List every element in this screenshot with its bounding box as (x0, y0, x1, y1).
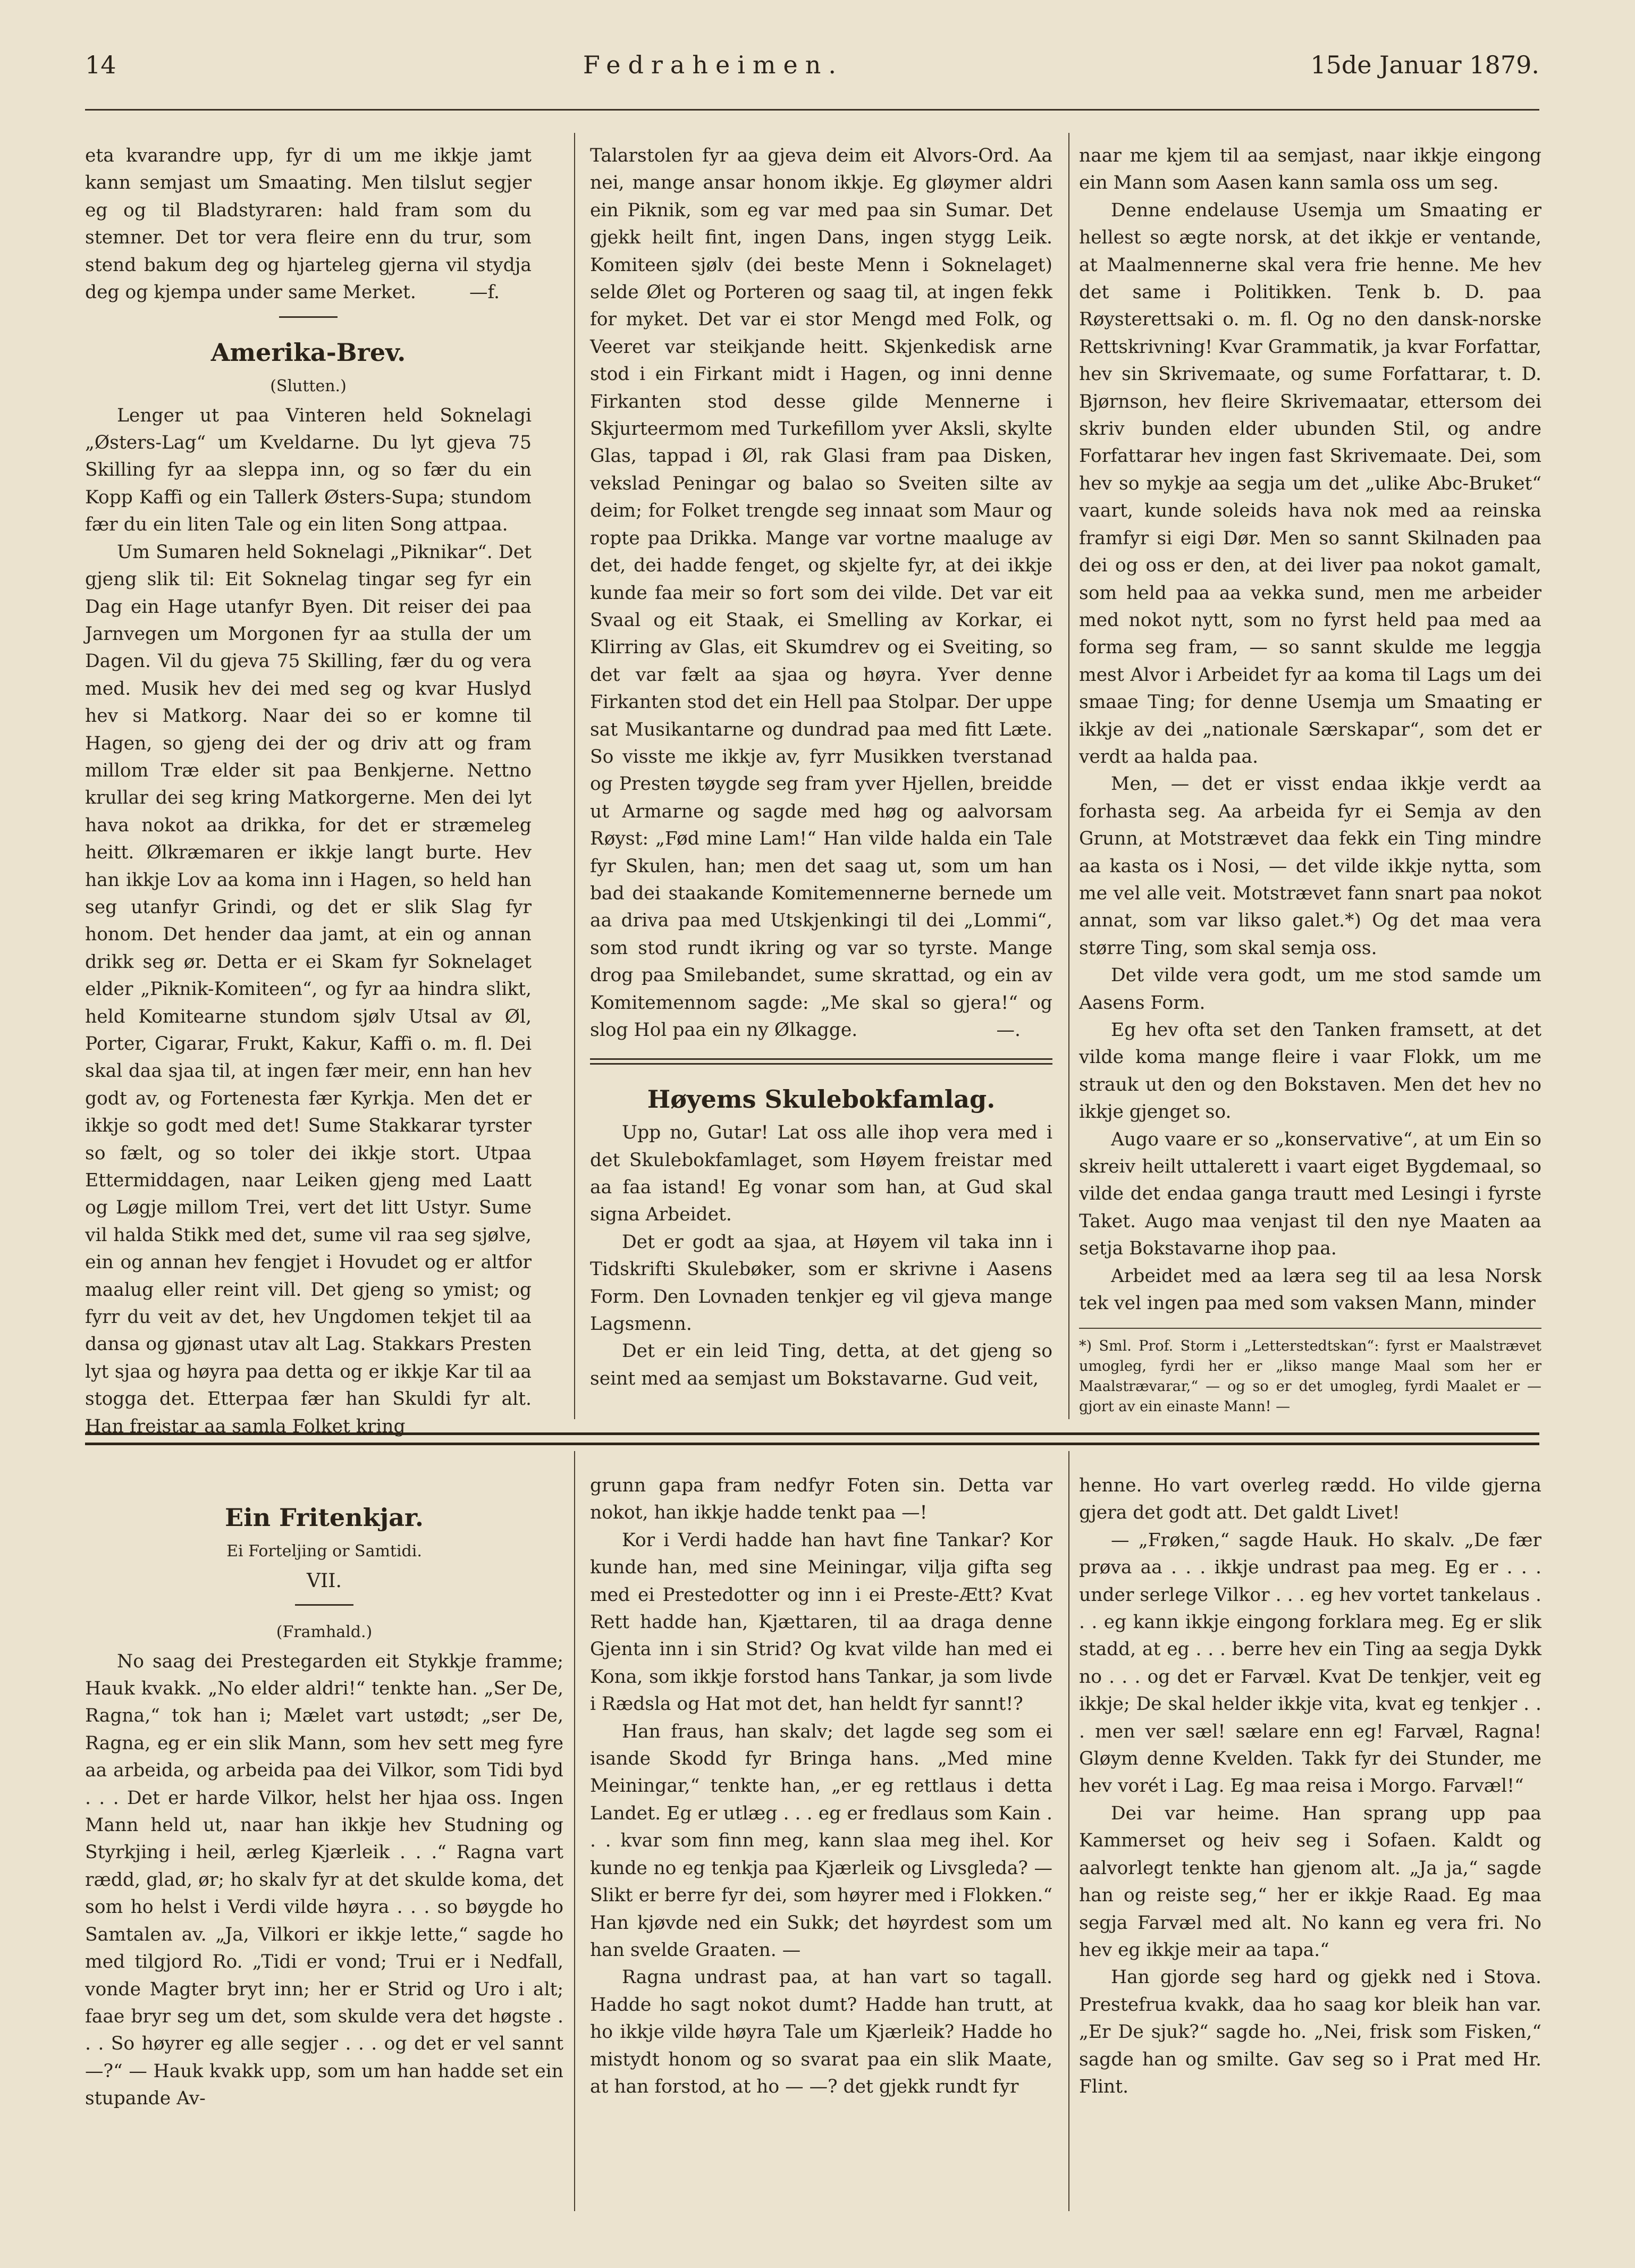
separator (295, 1604, 353, 1606)
newspaper-title: Fedraheimen. (583, 50, 844, 79)
bottom-column-1 (85, 1472, 563, 2113)
story-paragraph-7: — „Frøken,“ sagde Hauk. Ho skalv. „De fær prøva aa . . . ikkje undrast paa meg. Eg er . . . under serlege Vilkor . . . eg hev vortet tankelaus . . . eg kann ikkje eingong forklara meg. Eg er slik stadd, at eg . . . berre hev ein Ting aa segja Dykk no . . . og det er Farvæl. Kvat De tenkjer, veit eg ikkje; De skal helder ikkje vita, kvat eg tenkjer . . . men ver sæl! sælare enn eg! Farvæl, Ragna! Gløym denne Kvelden. Takk fyr dei Stunder, me hev vorét i Lag. Eg maa reisa i Morgo. Farvæl!“ (1079, 1529, 1541, 1797)
story-paragraph-5: Ragna undrast paa, at han vart so tagall. Hadde ho sagt nokot dumt? Hadde han trutt, at ho ikkje vilde høyra Tale um Kjærleik? Hadde ho mistydt honom og so svarat paa ein slik Maate, at han forstod, at ho — —? det gjekk rundt fyr (590, 1967, 1052, 2097)
amerika-paragraph-3: Talarstolen fyr aa gjeva deim eit Alvors-Ord. Aa nei, mange ansar honom ikkje. Eg gløymer aldri ein Piknik, som eg var med paa sin Sumar. Det gjekk heilt fint, ingen Dans, ingen stygg Leik. Komiteen sjølv (dei beste Menn i Soknelaget) selde Ølet og Porteren og saag til, at ingen fekk for myket. Det var ei stor Mengd med Folk, og Veeret var steikjande heitt. Skjenkedisk arne stod i ein Firkant midt i Hagen, og inni denne Firkanten stod desse gilde Mennerne i Skjurteermom med Turkefillom yver Aksli, skylte Glas, tappad i Øl, rak Glasi fram paa Disken, vekslad Peningar og balao so Sveiten silte av deim; for Folket trengde seg innaat som Maur og ropte paa Drikka. Mange var vortne maaluge av det, dei hadde fenget, og skjelte fyr, at dei ikkje kunde faa meir so fort som dei vilde. Det var eit Svaal og eit Staak, ei Smelling av Korkar, ei Klirring av Glas, eit Skumdrev og ei Sveiting, so det var fælt aa sjaa og høyra. Yver denne Firkanten stod det ein Hell paa Stolpar. Der uppe sat Musikantarne og dundrad paa med fitt Læte. So visste me ikkje av, fyrr Musikken tverstanad og Presten tøygde seg fram yver Hjellen, breidde ut Armarne og sagde med høg og aalvorsam Røyst: „Fød mine Lam!“ Han vilde halda ein Tale fyr Skulen, han; men det saag ut, som um han bad dei staakande Komitemennerne bernede um aa driva paa med Utskjenkingi til dei „Lommi“, som stod rundt ikring og var so tyrste. Mange drog paa Smilebandet, sume skrattad, og ein av Komitemennom sagde: „Me skal so gjera!“ og slog Hol paa ein ny Ølkagge. (590, 145, 1052, 1041)
continued-note: (Framhald.) (276, 1623, 373, 1642)
top-column-3 (1079, 142, 1541, 1417)
amerika-subtitle: (Slutten.) (270, 377, 347, 396)
header-rule (85, 109, 1539, 111)
col3-paragraph-7: Arbeidet med aa læra seg til aa lesa Norsk tek vel ingen paa med som vaksen Mann, minder (1079, 1265, 1541, 1314)
story-paragraph-9: Han gjorde seg hard og gjekk ned i Stova. Prestefrua kvakk, daa ho saag kor bleik han var. „Er De sjuk?“ sagde ho. „Nei, frisk som Fisken,“ sagde han og smilte. Gav seg so i Prat med Hr. Flint. (1079, 1967, 1541, 2097)
col3-paragraph-4: Det vilde vera godt, um me stod samde um Aasens Form. (1079, 965, 1541, 1014)
column-divider (1068, 1451, 1069, 2211)
column-divider (574, 1451, 575, 2211)
hoyem-paragraph-3: Det er ein leid Ting, detta, at det gjeng so seint med aa semjast um Bokstavarne. Gud veit, (590, 1340, 1052, 1389)
fritenkjar-subtitle: Ei Forteljing or Samtidi. (226, 1542, 422, 1561)
amerika-title: Amerika-Brev. (210, 338, 406, 367)
intro-paragraph: eta kvarandre upp, fyr di um me ikkje jamt kann semjast um Smaating. Men tilslut segjer eg og til Bladstyraren: hald fram som du stemner. Det tor vera fleire enn du trur, som stend bakum deg og hjarteleg gjerna vil stydja deg og kjempa under same Merket. (85, 145, 532, 303)
separator (590, 1058, 1052, 1065)
col3-paragraph-5: Eg hev ofta set den Tanken framsett, at det vilde koma mange fleire i vaar Flokk, um me strauk ut den og den Bokstaven. Men det hev no ikkje gjenget so. (1079, 1019, 1541, 1123)
page-number: 14 (85, 50, 116, 79)
story-paragraph-2: grunn gapa fram nedfyr Foten sin. Detta var nokot, han ikkje hadde tenkt paa —! (590, 1475, 1052, 1524)
story-paragraph-4: Han fraus, han skalv; det lagde seg som ei isande Skodd fyr Bringa hans. „Med mine Meiningar,“ tenkte han, „er eg rettlaus i detta Landet. Eg er utlæg . . . eg er fredlaus som Kain . . . kvar som finn meg, kann slaa meg ihel. Kor kunde no eg tenkja paa Kjærleik og Livsgleda? — Slikt er berre fyr dei, som høyrer med i Flokken.“ Han kjøvde ned ein Sukk; det høyrdest som um han svelde Graaten. — (590, 1721, 1052, 1961)
issue-date: 15de Januar 1879. (1310, 50, 1539, 79)
fritenkjar-title: Ein Fritenkjar. (225, 1503, 424, 1532)
hoyem-paragraph-2: Det er godt aa sjaa, at Høyem vil taka inn i Tidskrifti Skulebøker, som er skrivne i Aasens Form. Den Lovnaden tenkjer eg vil gjeva mange Lagsmenn. (590, 1231, 1052, 1335)
col3-paragraph-3: Men, — det er visst endaa ikkje verdt aa forhasta seg. Aa arbeida fyr ei Semja av den Grunn, at Motstrævet daa fekk ein Ting mindre aa kasta os i Nosi, — det vilde ikkje nytta, som me vel alle veit. Motstrævet fann snart paa nokot annat, som var likso galet.*) Og det maa vera større Ting, som skal semja oss. (1079, 773, 1541, 959)
hoyem-title: Høyems Skulebokfamlag. (647, 1084, 996, 1114)
page-header (85, 49, 1539, 81)
column-divider (1068, 133, 1069, 1419)
amerika-paragraph-2: Um Sumaren held Soknelagi „Piknikar“. Det gjeng slik til: Eit Soknelag tingar seg fyr ein Dag ein Hage utanfyr Byen. Dit reiser dei paa Jarnvegen um Morgonen fyr aa stulla der um Dagen. Vil du gjeva 75 Skilling, fær du og vera med. Musik hev dei med seg og kvar Huslyd hev si Matkorg. Naar dei so er komne til Hagen, so gjeng dei der og driv att og fram millom Træ elder sit paa Benkjerne. Nettno krullar dei seg kring Matkorgerne. Men dei lyt hava nokot aa drikka, for det er stræmeleg heitt. Ølkræmaren er ikkje langt burte. Hev han ikkje Lov aa koma inn i Hagen, so held han seg utanfyr Grindi, og det er slik Slag fyr honom. Det hender daa jamt, at ein og annan drikk seg ør. Detta er ei Skam fyr Soknelaget elder „Piknik-Komiteen“, og fyr aa hindra slikt, held Komitearne stundom sjølv Utsal av Øl, Porter, Cigarar, Frukt, Kakur, Kaffi o. m. fl. Dei skal daa sjaa til, at ingen fær meir, enn han hev godt av, og Fortenesta fær Kyrkja. Men det er ikkje so godt med det! Sume Stakkarar tyrster so fælt, og so toler dei ikkje stort. Utpaa Ettermiddagen, naar Leiken gjeng med Laatt og Løgje millom Trei, vert det litt Ustyr. Sume vil halda Stikk med det, sume vil raa seg sjølve, ein og annan hev fengjet i Hovudet og er altfor maalug eller reint vill. Det gjeng so ymist; og fyrr du veit av det, hev Ungdomen tekjet til aa dansa og gjønast utav alt Lag. Stakkars Presten lyt sjaa og høyra paa detta og er ikkje Kar til aa stogga det. Etterpaa fær han Skuldi fyr alt. Han freistar aa samla Folket kring (85, 541, 532, 1437)
col3-paragraph-1: naar me kjem til aa semjast, naar ikkje eingong ein Mann som Aasen kann samla oss um seg. (1079, 145, 1541, 194)
top-column-1 (85, 142, 532, 1440)
story-paragraph-6: henne. Ho vart overleg rædd. Ho vilde gjerna gjera det godt att. Det galdt Livet! (1079, 1475, 1541, 1524)
chapter-number: VII. (307, 1570, 342, 1592)
col3-paragraph-2: Denne endelause Usemja um Smaating er hellest so ægte norsk, at det ikkje er ventande, at Maalmennerne skal vera frie henne. Me hev det same i Politikken. Tenk b. D. paa Røysterettsaki o. m. fl. Og no den dansk-norske Rettskrivning! Kvar Grammatik, ja kvar Forfattar, hev sin Skrivemaate, og sume Forfattarar, t. D. Bjørnson, hev fleire Skrivemaatar, ettersom dei skriv bunden elder ubunden Stil, og andre Forfattarar hev ingen fast Skrivemaate. Dei, som hev so mykje aa segja um det „ulike Abc-Bruket“ vaart, kunde soleids hava nok med aa reinska framfyr si eigi Dør. Men so sannt Skilnaden paa dei og oss er den, at dei liver paa nokot gamalt, som held paa aa vekka sund, men me arbeider med nokot nytt, som no fyrst held paa med aa forma seg fram, — so sannt skulde me leggja mest Alvor i Arbeidet fyr aa koma til Lags um dei smaae Ting; for denne Usemja um Smaating er ikkje av dei „nationale Særskapar“, som det er verdt aa halda paa. (1079, 199, 1541, 768)
amerika-paragraph-1: Lenger ut paa Vinteren held Soknelagi „Østers-Lag“ um Kveldarne. Du lyt gjeva 75 Skilling fyr aa sleppa inn, og so fær du ein Kopp Kaffi og ein Tallerk Østers-Supa; stundom fær du ein liten Tale og ein liten Song attpaa. (85, 404, 532, 536)
bottom-column-2 (590, 1472, 1052, 2101)
footnote: *) Sml. Prof. Storm i „Letterstedtskan“: fyrst er Maalstrævet umogleg, fyrdi her er „likso mange Maal som her er Maalstrævarar,“ — og so er det umogleg, fyrdi Maalet er — gjort av ein einaste Mann! — (1079, 1328, 1541, 1417)
amerika-signature: —. (996, 1019, 1021, 1041)
column-divider (574, 133, 575, 1419)
bottom-column-3 (1079, 1472, 1541, 2101)
intro-signature: —f. (469, 282, 500, 303)
top-column-2 (590, 142, 1052, 1393)
separator (279, 316, 338, 318)
story-paragraph-8: Dei var heime. Han sprang upp paa Kammerset og heiv seg i Sofaen. Kaldt og aalvorlegt tenkte han gjenom alt. „Ja ja,“ sagde han og reiste seg,“ her er ikkje Raad. Eg maa segja Farvæl med alt. No kann eg vera fri. No hev eg ikkje meir aa tapa.“ (1079, 1802, 1541, 1961)
fritenkjar-paragraph-1: No saag dei Prestegarden eit Stykkje framme; Hauk kvakk. „No elder aldri!“ tenkte han. „Ser De, Ragna,“ tok han i; Mælet vart ustødt; „ser De, Ragna, eg er ein slik Mann, som hev sett meg fyre aa arbeida, og arbeida paa dei Vilkor, som Tidi byd . . . Det er harde Vilkor, helst her hjaa oss. Ingen Mann held ut, naar han ikkje hev Studning og Styrkjing i heil, ærleg Kjærleik . . .“ Ragna vart rædd, glad, ør; ho skalv fyr at det skulde koma, det som ho helst i Verdi vilde høyra . . . so bøygde ho Samtalen av. „Ja, Vilkori er ikkje lette,“ sagde ho med tilgjord Ro. „Tidi er vond; Trui er i Nedfall, vonde Magter bryt inn; her er Strid og Uro i alt; faae bryr seg um det, som skulde vera det høgste . . . So høyrer eg alle segjer . . . og det er vel sannt —?“ — Hauk kvakk upp, som um han hadde set ein stupande Av- (85, 1650, 563, 2110)
hoyem-paragraph-1: Upp no, Gutar! Lat oss alle ihop vera med i det Skulebokfamlaget, som Høyem freistar med aa faa istand! Eg vonar som han, at Gud skal signa Arbeidet. (590, 1122, 1052, 1226)
story-paragraph-3: Kor i Verdi hadde han havt fine Tankar? Kor kunde han, med sine Meiningar, vilja gifta seg med ei Prestedotter og inn i ei Preste-Ætt? Kvat Rett hadde han, Kjættaren, til aa draga denne Gjenta inn i sin Strid? Og kvat vilde han med ei Kona, som ikkje forstod hans Tankar, ja som livde i Rædsla og Hat mot det, han heldt fyr sannt!? (590, 1529, 1052, 1715)
section-divider (85, 1432, 1539, 1445)
col3-paragraph-6: Augo vaare er so „konservative“, at um Ein so skreiv heilt uttalerett i vaart eiget Bygdemaal, so vilde det endaa ganga trautt med Lesingi i fyrste Taket. Augo maa venjast til den nye Maaten aa setja Bokstavarne ihop paa. (1079, 1128, 1541, 1260)
